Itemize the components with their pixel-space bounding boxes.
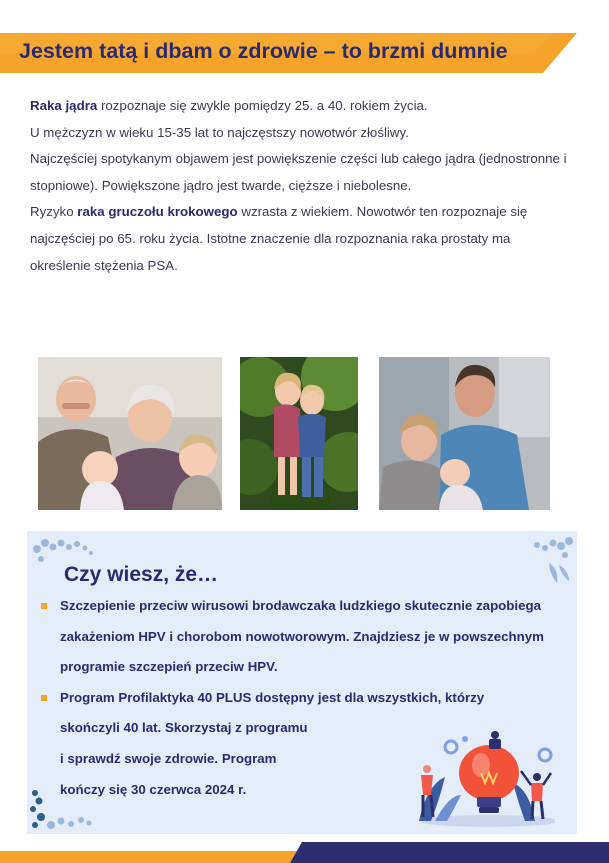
article-text bbox=[30, 93, 570, 279]
lightbulb-teamwork-illustration-icon bbox=[405, 729, 555, 829]
p1-line2: U mężczyzn w wieku 15-35 lat to najczęstszy nowotwór złośliwy. bbox=[30, 124, 409, 140]
leaf-decoration-top-right-icon bbox=[503, 533, 575, 585]
p1-rest: rozpoznaje się zwykle pomiędzy 25. a 40. rokiem życia. bbox=[97, 98, 428, 113]
bullet-40plus-line3: i sprawdź swoje zdrowie. Program bbox=[60, 750, 277, 766]
bullet-square-icon bbox=[41, 695, 47, 701]
info-heading: Czy wiesz, że… bbox=[64, 563, 219, 586]
term-testicular-cancer: Raka jądra bbox=[30, 98, 98, 113]
bullet-square-icon bbox=[41, 603, 47, 609]
footer-accent-bar bbox=[0, 851, 300, 863]
paragraph-prostate bbox=[30, 199, 570, 279]
page-title: Jestem tatą i dbam o zdrowie – to brzmi dumnie bbox=[19, 39, 508, 63]
photo-girls-hugging bbox=[240, 357, 358, 510]
bullet-hpv-text: Szczepienie przeciw wirusowi brodawczaka ludzkiego skutecznie zapobiega zakażeniom HPV i chorobom nowotworowym. Znajdziesz je w powszechnym programie szczepień przeciw HPV. bbox=[60, 598, 544, 675]
bullet-40plus-line1: Program Profilaktyka 40 PLUS dostępny jest dla wszystkich, którzy bbox=[60, 689, 485, 705]
bullet-40plus-line4: kończy się 30 czerwca 2024 r. bbox=[60, 781, 247, 797]
p2-rest: wzrasta z wiekiem. Nowotwór ten rozpoznaje się najczęściej po 65. roku życia. Istotne znaczenie dla rozpoznania raka prostaty ma określenie stężenia PSA. bbox=[30, 204, 528, 273]
footer-navy-bar bbox=[290, 842, 609, 863]
term-prostate-cancer: raka gruczołu krokowego bbox=[77, 204, 238, 220]
did-you-know-box bbox=[27, 531, 577, 834]
paragraph-testicular bbox=[30, 93, 570, 120]
p2-lead: Ryzyko bbox=[30, 204, 78, 220]
photo-family-with-baby bbox=[379, 357, 550, 510]
p1-line3: Najczęściej spotykanym objawem jest powiększenie części lub całego jądra (jednostronne i stopniowe). Powiększone jądro jest twarde, cięższe i niebolesne. bbox=[30, 151, 567, 193]
title-banner bbox=[0, 33, 590, 73]
bullet-40plus-line2: skończyli 40 lat. Skorzystaj z programu bbox=[60, 720, 308, 736]
bullet-hpv bbox=[41, 591, 571, 683]
photo-grandparents-with-children bbox=[38, 357, 222, 510]
